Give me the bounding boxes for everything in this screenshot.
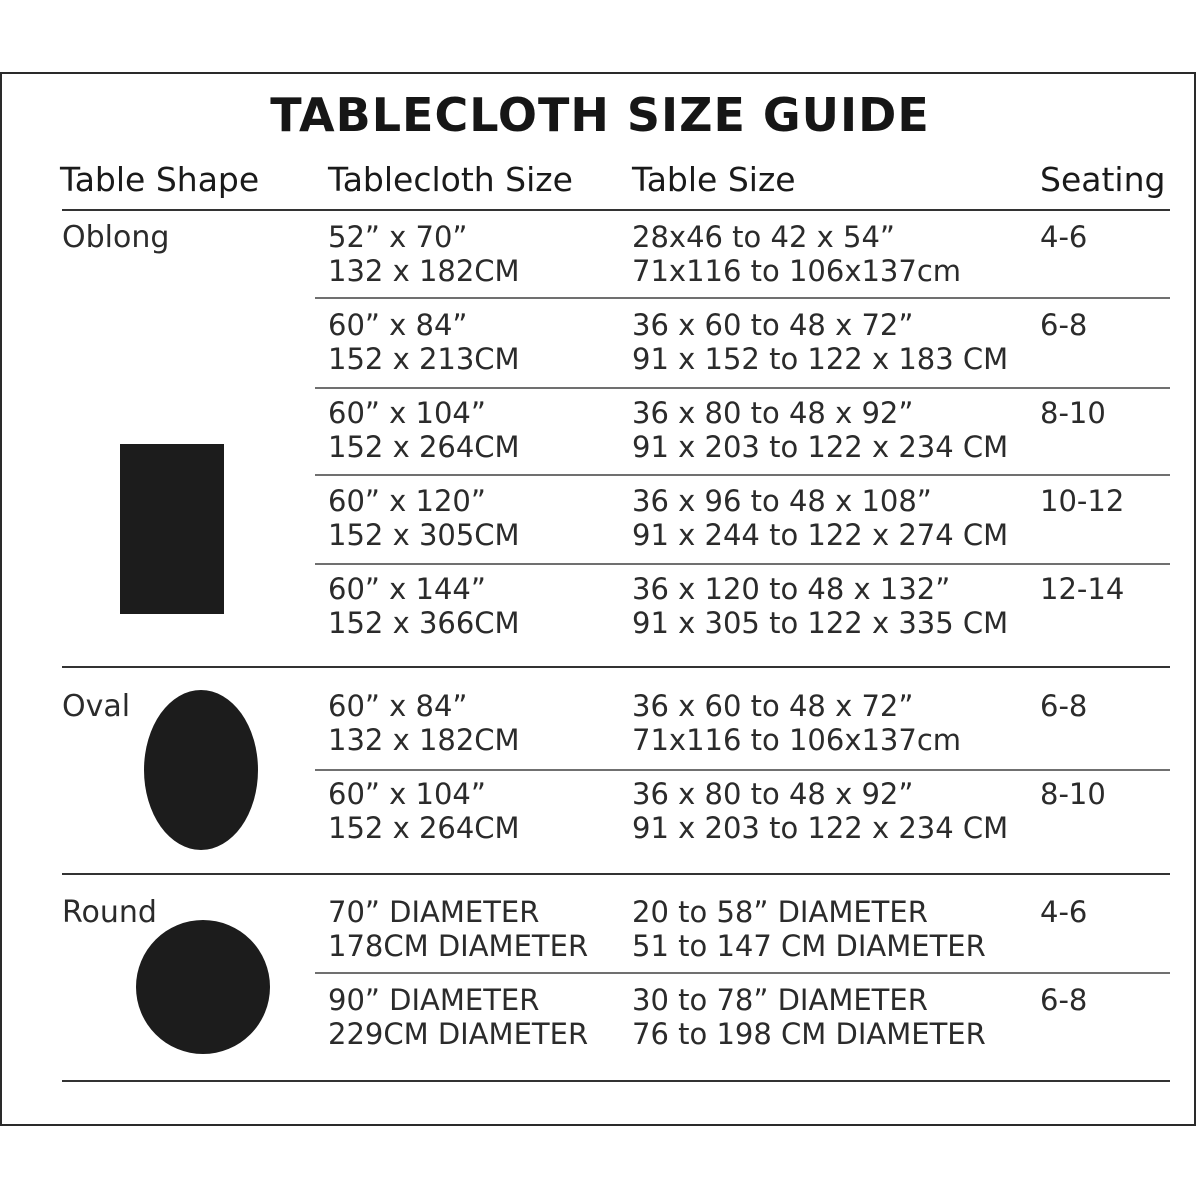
oval-icon [144,690,258,850]
row-divider [315,387,1170,389]
cloth-size-inches: 60” x 104” [328,777,486,811]
table-row-cloth [328,220,520,288]
row-divider [315,297,1170,299]
table-row-table [632,396,1008,464]
circle-icon [136,920,270,1054]
cloth-size-inches: 90” DIAMETER [328,983,540,1017]
seating-value: 8-10 [1040,396,1106,430]
page-title: TABLECLOTH SIZE GUIDE [270,88,930,142]
table-size-inches: 36 x 60 to 48 x 72” [632,308,914,342]
header-seating: Seating [1040,160,1166,199]
cloth-size-inches: 60” x 120” [328,484,486,518]
table-size-cm: 91 x 244 to 122 x 274 CM [632,518,1009,552]
table-row-cloth [328,396,520,464]
table-size-cm: 91 x 203 to 122 x 234 CM [632,430,1009,464]
seating-value: 10-12 [1040,484,1125,518]
table-row-cloth [328,983,588,1051]
cloth-size-cm: 152 x 264CM [328,430,520,464]
cloth-size-inches: 60” x 84” [328,689,468,723]
table-row-table [632,895,986,963]
table-size-cm: 91 x 203 to 122 x 234 CM [632,811,1009,845]
size-guide-frame [0,72,1196,1126]
header-divider [62,209,1170,211]
table-size-inches: 36 x 96 to 48 x 108” [632,484,932,518]
table-size-cm: 76 to 198 CM DIAMETER [632,1017,986,1051]
table-row-cloth [328,777,520,845]
cloth-size-inches: 60” x 104” [328,396,486,430]
table-size-cm: 91 x 305 to 122 x 335 CM [632,606,1009,640]
table-row-table [632,689,961,757]
cloth-size-cm: 132 x 182CM [328,254,520,288]
table-size-inches: 36 x 120 to 48 x 132” [632,572,951,606]
seating-value: 6-8 [1040,983,1088,1017]
row-divider [315,972,1170,974]
table-row-cloth [328,308,520,376]
rectangle-icon [120,444,224,614]
seating-value: 12-14 [1040,572,1125,606]
cloth-size-cm: 229CM DIAMETER [328,1017,589,1051]
cloth-size-cm: 152 x 305CM [328,518,520,552]
table-row-cloth [328,572,520,640]
cloth-size-cm: 132 x 182CM [328,723,520,757]
header-table-shape: Table Shape [60,160,260,199]
header-tablecloth-size: Tablecloth Size [328,160,573,199]
header-table-size: Table Size [632,160,796,199]
shape-label-oblong: Oblong [62,220,170,255]
table-size-cm: 91 x 152 to 122 x 183 CM [632,342,1009,376]
table-row-table [632,572,1008,640]
table-size-inches: 36 x 80 to 48 x 92” [632,396,914,430]
row-divider [315,474,1170,476]
table-size-cm: 71x116 to 106x137cm [632,254,962,288]
shape-label-round: Round [62,895,157,930]
table-row-table [632,308,1008,376]
table-size-inches: 28x46 to 42 x 54” [632,220,895,254]
table-size-inches: 20 to 58” DIAMETER [632,895,928,929]
cloth-size-cm: 152 x 264CM [328,811,520,845]
cloth-size-cm: 152 x 213CM [328,342,520,376]
table-size-inches: 30 to 78” DIAMETER [632,983,928,1017]
seating-value: 4-6 [1040,895,1088,929]
shape-label-oval: Oval [62,689,131,724]
table-row-table [632,484,1008,552]
row-divider [315,563,1170,565]
cloth-size-inches: 70” DIAMETER [328,895,540,929]
seating-value: 8-10 [1040,777,1106,811]
cloth-size-inches: 60” x 144” [328,572,486,606]
seating-value: 4-6 [1040,220,1088,254]
table-size-cm: 51 to 147 CM DIAMETER [632,929,986,963]
group-divider [62,873,1170,875]
table-size-inches: 36 x 80 to 48 x 92” [632,777,914,811]
seating-value: 6-8 [1040,689,1088,723]
cloth-size-cm: 178CM DIAMETER [328,929,589,963]
table-row-cloth [328,895,588,963]
cloth-size-cm: 152 x 366CM [328,606,520,640]
row-divider [315,769,1170,771]
seating-value: 6-8 [1040,308,1088,342]
cloth-size-inches: 60” x 84” [328,308,468,342]
table-row-table [632,220,961,288]
table-size-inches: 36 x 60 to 48 x 72” [632,689,914,723]
table-row-table [632,983,986,1051]
bottom-divider [62,1080,1170,1082]
cloth-size-inches: 52” x 70” [328,220,468,254]
table-row-cloth [328,484,520,552]
group-divider [62,666,1170,668]
table-size-cm: 71x116 to 106x137cm [632,723,962,757]
table-row-cloth [328,689,520,757]
table-row-table [632,777,1008,845]
